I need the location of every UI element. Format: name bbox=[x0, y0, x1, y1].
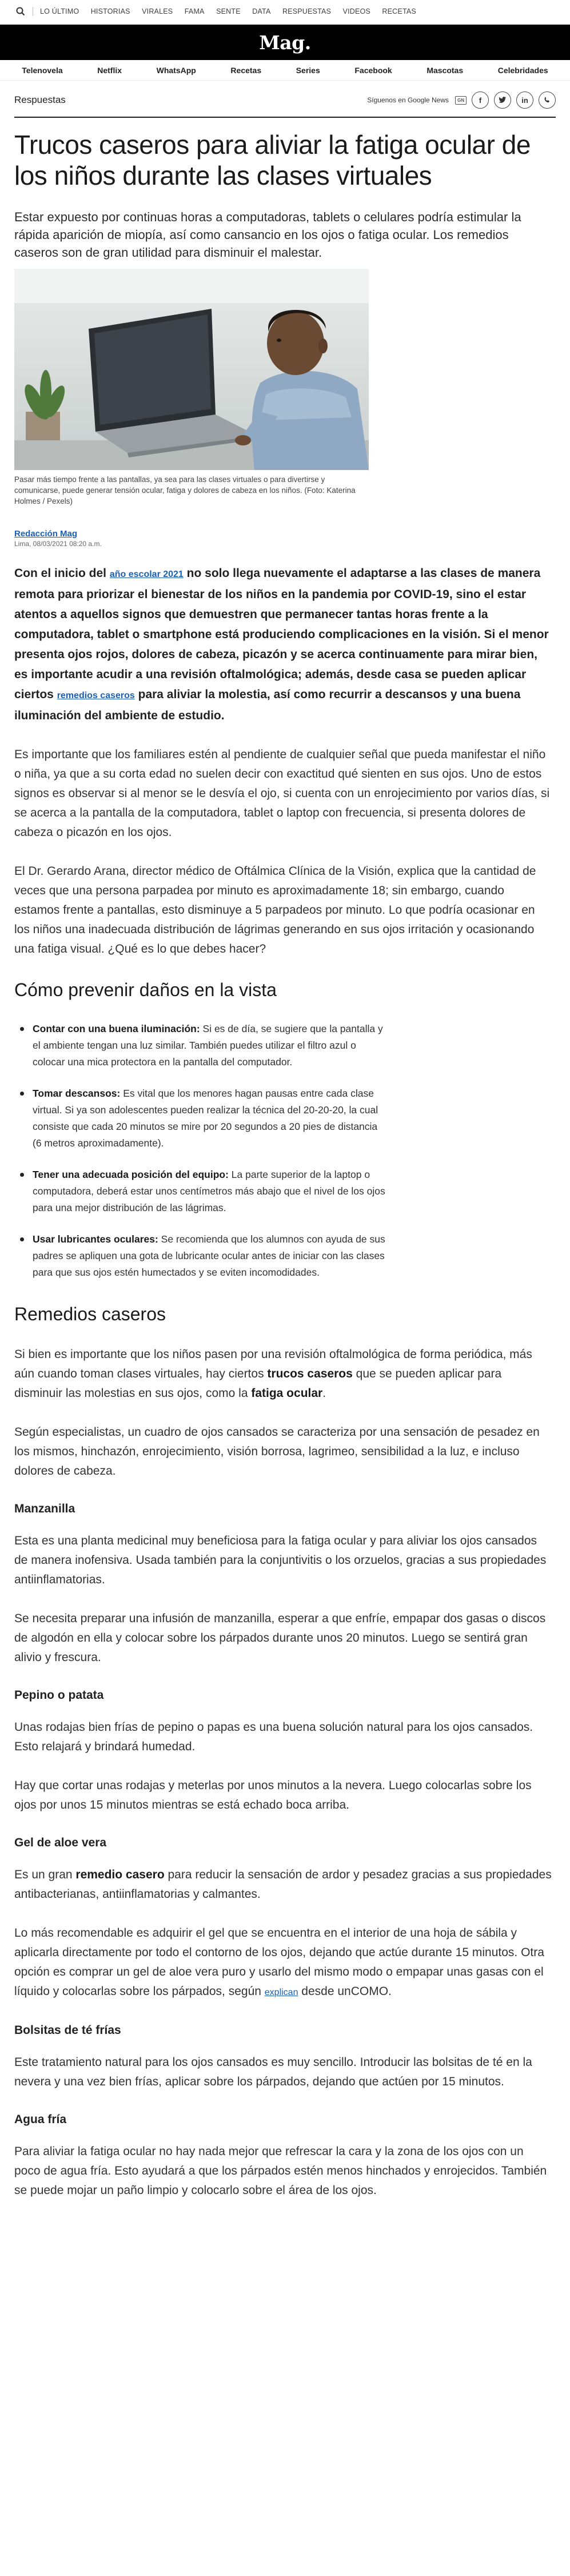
link-explican[interactable]: explican bbox=[264, 1988, 298, 1997]
aloe-text-c: para reducir la sensación de ardor y pesadez gracias a sus propiedades antibacterianas, antiinflamatorias y calmantes. bbox=[14, 1868, 552, 1901]
category-facebook[interactable]: Facebook bbox=[354, 65, 392, 75]
paragraph-aloe-2 bbox=[14, 1924, 552, 2002]
linkedin-icon[interactable]: in bbox=[516, 91, 533, 109]
tip-text: Es vital que los menores hagan pausas entre cada clase virtual. Si ya son adolescentes pueden realizar la técnica del 20-20-20, la cual consiste que cada 20 minutos se mire por 20 segundos a 20 pies de distancia (6 metros aproximadamente). bbox=[33, 1088, 378, 1149]
heading-manzanilla: Manzanilla bbox=[14, 1502, 75, 1515]
tip-item bbox=[20, 1085, 386, 1152]
google-news-icon[interactable]: GN bbox=[455, 96, 467, 105]
rem-bold-fatiga: fatiga ocular bbox=[251, 1387, 323, 1400]
aloe-bold-remedio: remedio casero bbox=[75, 1868, 165, 1881]
paragraph-te: Este tratamiento natural para los ojos cansados es muy sencillo. Introducir las bolsitas de té en la nevera y una vez bien frías, aplicar sobre los párpados, dejando que actúen por 15 minutos. bbox=[14, 2056, 532, 2088]
nav-link-recetas[interactable]: RECETAS bbox=[382, 7, 416, 15]
nav-link-historias[interactable]: HISTORIAS bbox=[90, 7, 130, 15]
tip-item bbox=[20, 1166, 386, 1216]
paragraph-manzanilla-1: Esta es una planta medicinal muy beneficiosa para la fatiga ocular y para aliviar los ojos cansados de manera inofensiva. Usada también para la conjuntivitis o los orzuelos, gracias a sus propiedades antiinflamatorias. bbox=[14, 1534, 547, 1586]
nav-link-virales[interactable]: VIRALES bbox=[142, 7, 173, 15]
category-whatsapp[interactable]: WhatsApp bbox=[156, 65, 196, 75]
brand-header bbox=[0, 25, 570, 60]
tip-text: Si es de día, se sugiere que la pantalla y el ambiente tengan una luz similar. También puedes utilizar el filtro azul o colocar una mica protectora en la pantalla del computador. bbox=[33, 1023, 383, 1068]
child-laptop-illustration bbox=[14, 269, 369, 470]
follow-google-news-text: Síguenos en Google News bbox=[367, 96, 449, 104]
heading-agua: Agua fría bbox=[14, 2113, 67, 2126]
category-recetas[interactable]: Recetas bbox=[230, 65, 262, 75]
paragraph-doctor: El Dr. Gerardo Arana, director médico de Oftálmica Clínica de la Visión, explica que la cantidad de veces que una persona parpadea por minuto es aproximadamente 18; sin embargo, cuando estamos frente a pantallas, esto disminuye a 5 parpadeos por minuto. Lo que podría ocasionar en los niños una inadecuada distribución de lágrimas generando en sus ojos irritación y ocasionando una fatiga visual. ¿Qué es lo que debes hacer? bbox=[14, 865, 536, 955]
heading-remedios: Remedios caseros bbox=[14, 1304, 166, 1324]
nav-link-sente[interactable]: SENTE bbox=[216, 7, 241, 15]
lead-text-1: Con el inicio del bbox=[14, 567, 110, 580]
category-celebridades[interactable]: Celebridades bbox=[497, 65, 548, 75]
category-netflix[interactable]: Netflix bbox=[97, 65, 122, 75]
aloe2-text-a: Lo más recomendable es adquirir el gel que se encuentra en el interior de una hoja de sábila y aplicarla directamente por todo el contorno de los ojos, dejando que actúe durante 15 minutos. Otra opción es comprar un gel de aloe vera puro y usarlo del mismo modo o empapar unas gasas con el líquido y colocarlas sobre los párpados, según bbox=[14, 1926, 544, 1998]
tip-text: Se recomienda que los alumnos con ayuda de sus padres se apliquen una gota de lubricante ocular antes de iniciar con las clases para que sus ojos estén humectados y se eviten incomodidades. bbox=[33, 1233, 385, 1278]
paragraph-pepino-1: Unas rodajas bien frías de pepino o papas es una buena solución natural para los ojos cansados. Esto relajará y brindará humedad. bbox=[14, 1721, 533, 1753]
article-title: Trucos caseros para aliviar la fatiga ocular de los niños durante las clases virtuales bbox=[14, 130, 531, 190]
heading-pepino: Pepino o patata bbox=[14, 1689, 104, 1702]
social-follow bbox=[367, 91, 556, 109]
lead-text-2: no solo llega nuevamente el adaptarse a las clases de manera remota para priorizar el bienestar de los niños en la pandemia por COVID-19, sino el estar atentos a aquellos signos que demuestren que permanecer tantas horas frente a la computadora, tablet o smartphone está produciendo complicaciones en la visión. Si el menor presenta ojos rojos, dolores de cabeza, picazón y se acerca continuamente para mirar bien, es importante acudir a una revisión oftalmológica; además, desde casa se pueden aplicar ciertos bbox=[14, 567, 549, 701]
article-body bbox=[14, 563, 552, 2220]
paragraph-aloe-1 bbox=[14, 1865, 552, 1904]
category-series[interactable]: Series bbox=[296, 65, 320, 75]
heading-aloe: Gel de aloe vera bbox=[14, 1836, 107, 1849]
tip-label: Usar lubricantes oculares: bbox=[33, 1233, 158, 1245]
lead-text-3: para aliviar la molestia, así como recurrir a descansos y una buena iluminación del ambiente de estudio. bbox=[14, 688, 521, 722]
category-telenovela[interactable]: Telenovela bbox=[22, 65, 63, 75]
tip-label: Tomar descansos: bbox=[33, 1088, 121, 1099]
rem-text-d: . bbox=[322, 1387, 326, 1400]
paragraph-remedios-intro bbox=[14, 1345, 552, 1403]
publish-date: Lima, 08/03/2021 08:20 a.m. bbox=[14, 540, 102, 548]
prevention-tips-list bbox=[14, 1021, 552, 1281]
image-caption: Pasar más tiempo frente a las pantallas, ya sea para las clases virtuales o para divertirse y comunicarse, puede generar tensión ocular, fatiga y dolores de cabeza en los niños. (Foto: Katerina Holmes / Pexels) bbox=[14, 475, 356, 505]
header-divider bbox=[14, 117, 556, 118]
tip-item bbox=[20, 1021, 386, 1070]
top-navigation bbox=[0, 0, 570, 23]
nav-link-data[interactable]: DATA bbox=[252, 7, 271, 15]
lead-paragraph bbox=[14, 563, 552, 726]
article-subtitle: Estar expuesto por continuas horas a computadoras, tablets o celulares podría estimular la rápida aparición de miopía, así como cansancio en los ojos o fatiga ocular. Los remedios caseros son de gran utilidad para disminuir el malestar. bbox=[14, 210, 521, 260]
top-nav-links bbox=[40, 6, 425, 17]
paragraph-pepino-2: Hay que cortar unas rodajas y meterlas por unos minutos a la nevera. Luego colocarlas sobre los ojos por unos 15 minutos mientras se está echado boca arriba. bbox=[14, 1779, 532, 1811]
tip-item bbox=[20, 1231, 386, 1281]
nav-link-videos[interactable]: VIDEOS bbox=[342, 7, 370, 15]
rem-text-a: Si bien es importante que los niños pasen por una revisión oftalmológica de forma periódica, más aún cuando toman clases virtuales, hay ciertos bbox=[14, 1348, 532, 1380]
paragraph-sintomas: Según especialistas, un cuadro de ojos cansados se caracteriza por una sensación de pesadez en los mismos, hinchazón, enrojecimiento, visión borrosa, lagrimeo, sensibilidad a la luz, e incluso dolores de cabeza. bbox=[14, 1426, 540, 1478]
nav-link-respuestas[interactable]: RESPUESTAS bbox=[282, 7, 332, 15]
article-header bbox=[14, 129, 556, 261]
twitter-icon[interactable] bbox=[494, 91, 511, 109]
paragraph-signals: Es importante que los familiares estén al pendiente de cualquier señal que pueda manifestar el niño o niña, ya que a su corta edad no suelen decir con exactitud qué sienten en sus ojos. Uno de estos signos es observar si al menor se le desvía el ojo, si cuenta con un enrojecimiento por varios días, si se acerca a la pantalla de la computadora, tablet o laptop con frecuencia, si presenta dolores de cabeza o picazón en los ojos. bbox=[14, 748, 550, 839]
whatsapp-icon[interactable] bbox=[539, 91, 556, 109]
category-mascotas[interactable]: Mascotas bbox=[426, 65, 464, 75]
nav-link-lo-ultimo[interactable]: LO ÚLTIMO bbox=[40, 7, 79, 15]
tip-text: La parte superior de la laptop o computadora, deberá estar unos centímetros más abajo que el nivel de los ojos para una mejor distribución de las lágrimas. bbox=[33, 1169, 385, 1213]
tip-label: Contar con una buena iluminación: bbox=[33, 1023, 200, 1034]
rem-bold-trucos: trucos caseros bbox=[267, 1367, 353, 1380]
heading-te: Bolsitas de té frías bbox=[14, 2024, 121, 2037]
section-label[interactable]: Respuestas bbox=[14, 94, 66, 105]
heading-prevenir: Cómo prevenir daños en la vista bbox=[14, 980, 277, 1000]
link-remedios-caseros[interactable]: remedios caseros bbox=[57, 691, 135, 700]
rem-text-c: que se pueden aplicar para disminuir las molestias en sus ojos, como la bbox=[14, 1367, 502, 1400]
tip-label: Tener una adecuada posición del equipo: bbox=[33, 1169, 229, 1180]
section-row bbox=[0, 86, 570, 114]
author-link[interactable]: Redacción Mag bbox=[14, 529, 78, 539]
site-logo[interactable]: Mag. bbox=[259, 31, 311, 54]
facebook-icon[interactable]: f bbox=[472, 91, 489, 109]
aloe-text-a: Es un gran bbox=[14, 1868, 76, 1881]
link-ano-escolar-2021[interactable]: año escolar 2021 bbox=[109, 570, 184, 579]
paragraph-manzanilla-2: Se necesita preparar una infusión de manzanilla, esperar a que enfríe, empapar dos gasas o discos de algodón en ella y colocar sobre los párpados durante unos 20 minutos. Luego se sentirá gran alivio y frescura. bbox=[14, 1612, 546, 1664]
category-bar bbox=[0, 60, 570, 81]
nav-link-fama[interactable]: FAMA bbox=[184, 7, 205, 15]
search-icon[interactable] bbox=[14, 5, 27, 18]
paragraph-agua: Para aliviar la fatiga ocular no hay nada mejor que refrescar la cara y la zona de los ojos con un poco de agua fría. Esto ayudará a que los párpados estén menos hinchados y enrojecidos. También se puede mojar un paño limpio y colocarlo sobre el área de los ojos. bbox=[14, 2145, 547, 2197]
aloe2-text-c: desde unCOMO. bbox=[298, 1985, 392, 1998]
article-main-image bbox=[14, 269, 369, 470]
